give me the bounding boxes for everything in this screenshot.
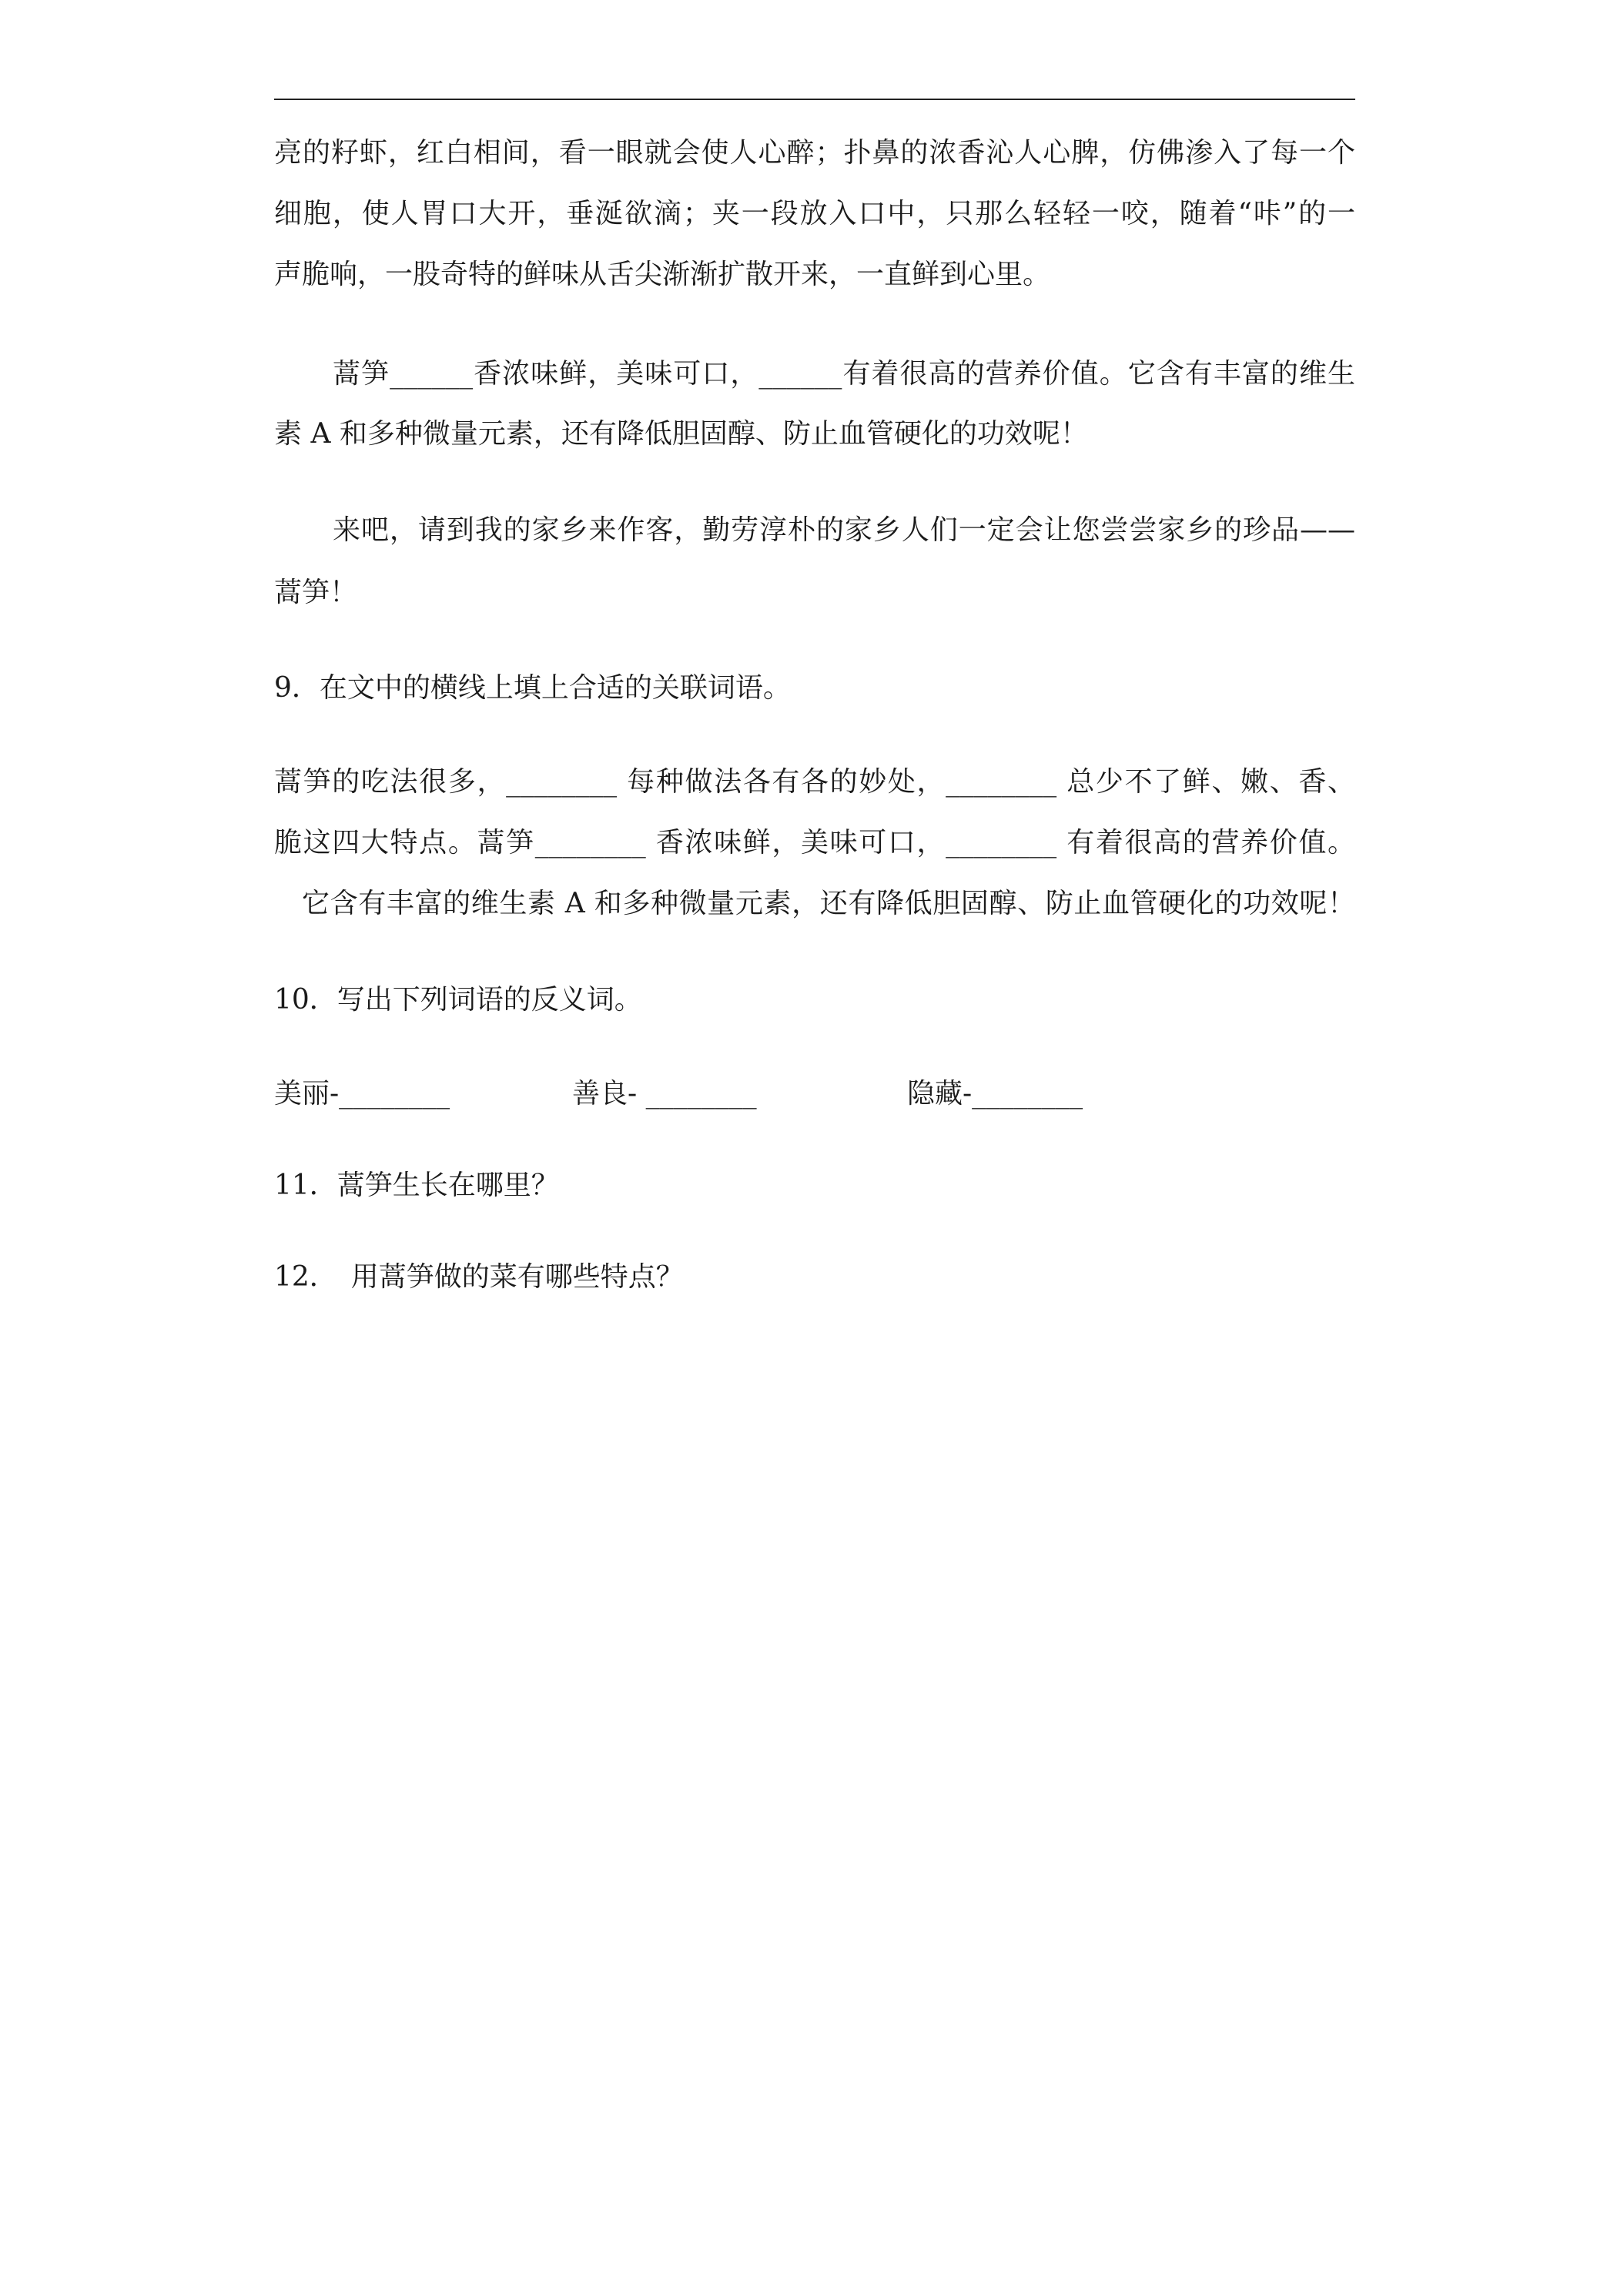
antonym-item-3: 隐藏-________: [907, 1078, 1083, 1110]
question-11-title: 11．蒿笋生长在哪里？: [274, 1170, 559, 1201]
question-9-line2: 脆这四大特点。蒿笋________ 香浓味鲜，美味可口，________ 有着很高的营养价值。: [274, 827, 1355, 858]
passage-p1-line2: 细胞，使人胃口大开，垂涎欲滴；夹一段放入口中，只那么轻轻一咬，随着“咔”的一: [274, 198, 1355, 229]
question-10-title: 10．写出下列词语的反义词。: [274, 984, 642, 1016]
antonym-item-1: 美丽-________: [274, 1078, 450, 1110]
passage-p2-line1: 蒿笋______香浓味鲜，美味可口，______有着很高的营养价值。它含有丰富的维生: [333, 358, 1355, 390]
passage-p1-line1: 亮的籽虾，红白相间，看一眼就会使人心醉；扑鼻的浓香沁人心脾，仿佛渗入了每一个: [274, 137, 1355, 169]
passage-p3-line2: 蒿笋！: [274, 577, 358, 608]
question-9-title: 9．在文中的横线上填上合适的关联词语。: [274, 672, 791, 704]
header-rule: [274, 99, 1355, 100]
question-9-line3: 它含有丰富的维生素 A 和多种微量元素，还有降低胆固醇、防止血管硬化的功效呢！: [302, 888, 1355, 919]
question-9-line1: 蒿笋的吃法很多，________ 每种做法各有各的妙处，________ 总少不了鲜、嫩、香、: [274, 766, 1355, 798]
question-12-title: 12． 用蒿笋做的菜有哪些特点？: [274, 1261, 684, 1293]
passage-p3-line1: 来吧，请到我的家乡来作客，勤劳淳朴的家乡人们一定会让您尝尝家乡的珍品——: [333, 514, 1355, 546]
passage-p1-line3: 声脆响，一股奇特的鲜味从舌尖渐渐扩散开来，一直鲜到心里。: [274, 259, 1051, 290]
passage-p2-line2: 素 A 和多种微量元素，还有降低胆固醇、防止血管硬化的功效呢！: [274, 418, 1088, 450]
antonym-item-2: 善良- ________: [572, 1078, 757, 1110]
